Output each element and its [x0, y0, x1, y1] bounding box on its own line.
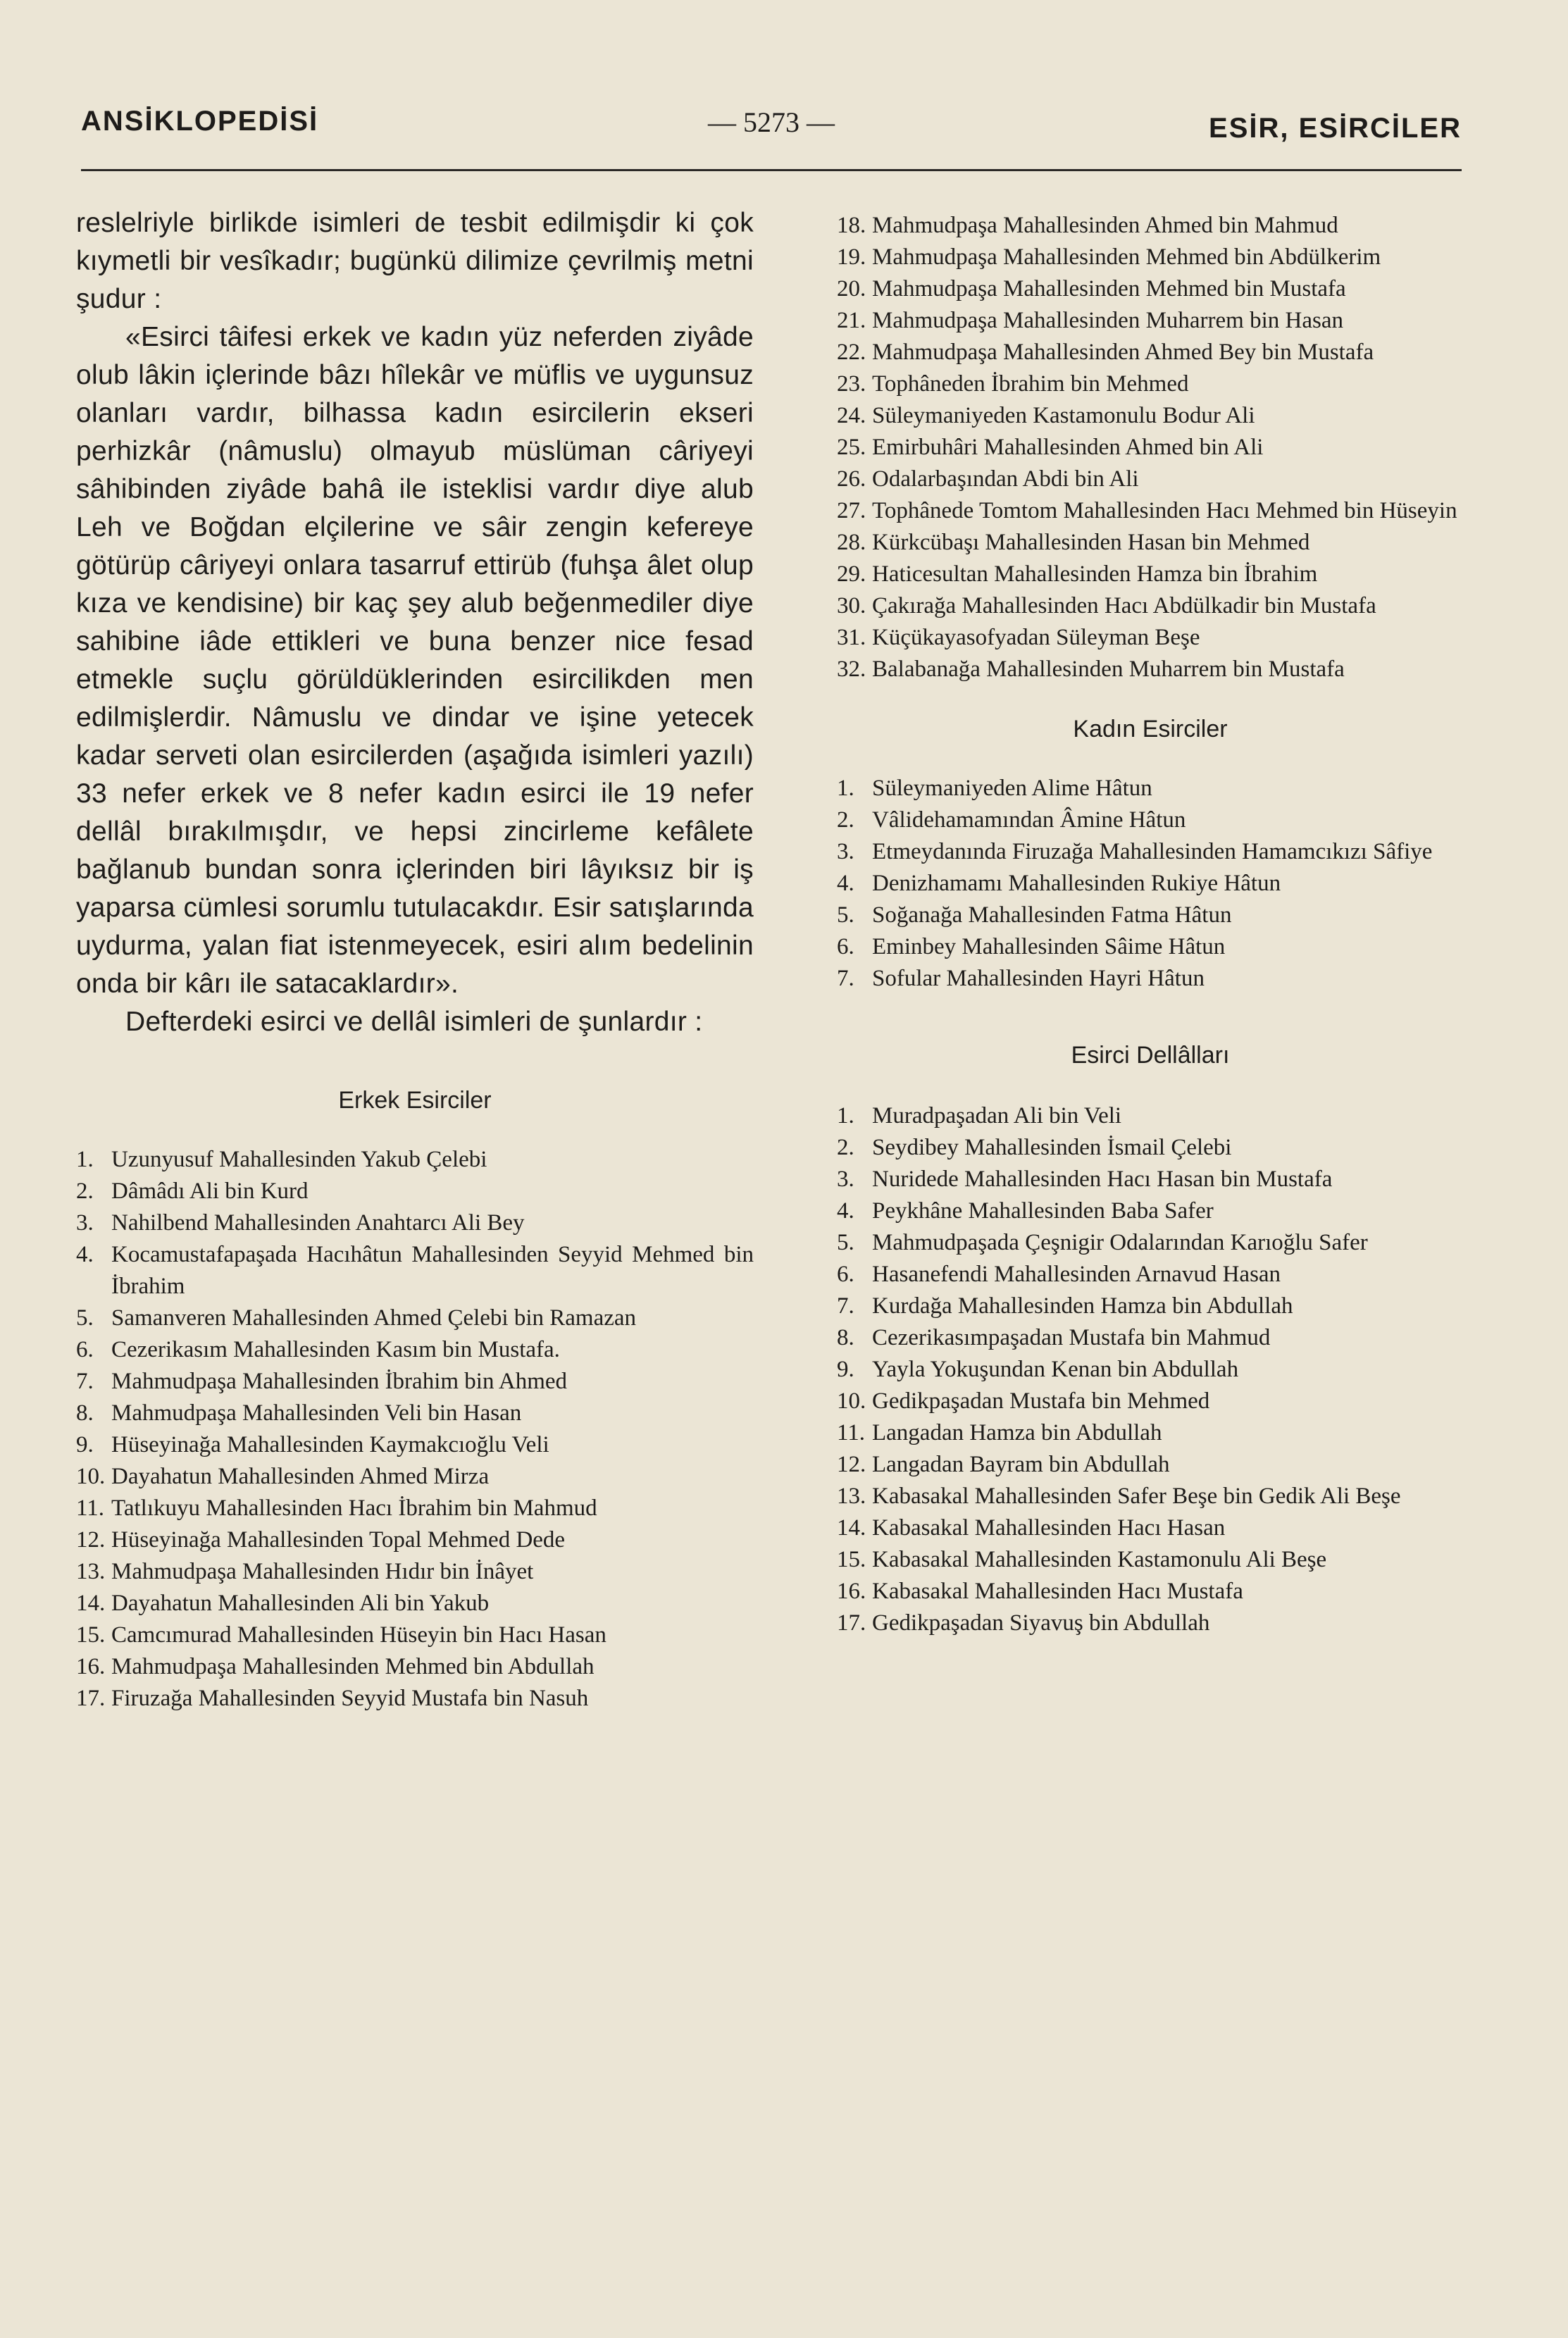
list-item-text: Soğanağa Mahallesinden Fatma Hâtun: [872, 902, 1232, 928]
list-item-text: Kabasakal Mahallesinden Hacı Hasan: [872, 1515, 1226, 1541]
section-title-kadin: Kadın Esirciler: [1073, 716, 1228, 742]
list-item-text: Haticesultan Mahallesinden Hamza bin İbrahim: [872, 561, 1318, 587]
list-item-number: 24.: [837, 403, 866, 428]
list-item-text: Dayahatun Mahallesinden Ahmed Mirza: [111, 1464, 490, 1489]
list-item-number: 16.: [837, 1579, 866, 1604]
list-item: [76, 1302, 754, 1334]
list-item: [837, 1449, 1464, 1481]
list-item: [837, 773, 1464, 804]
list-item-text: Kürkcübaşı Mahallesinden Hasan bin Mehmed: [872, 530, 1310, 555]
list-item: [837, 305, 1464, 337]
list-item-number: 1.: [76, 1147, 94, 1172]
erkek-list-right: [837, 210, 1464, 685]
list-item-number: 8.: [837, 1325, 854, 1350]
list-item-number: 7.: [837, 966, 854, 991]
list-item: [76, 1588, 754, 1619]
list-item-text: Balabanağa Mahallesinden Muharrem bin Mustafa: [872, 657, 1345, 682]
list-item: [76, 1493, 754, 1524]
list-item: [76, 1683, 754, 1715]
list-item: [837, 1544, 1464, 1576]
list-item-number: 6.: [837, 1262, 854, 1287]
list-item-text: Eminbey Mahallesinden Sâime Hâtun: [872, 934, 1226, 959]
list-item-text: Hasanefendi Mahallesinden Arnavud Hasan: [872, 1262, 1281, 1287]
list-item-number: 17.: [76, 1686, 106, 1711]
list-item-number: 12.: [837, 1452, 866, 1477]
list-item: [837, 273, 1464, 305]
list-item-text: Odalarbaşından Abdi bin Ali: [872, 466, 1139, 492]
list-item-number: 8.: [76, 1400, 94, 1426]
list-item-text: Cezerikasım Mahallesinden Kasım bin Mustafa.: [111, 1337, 560, 1362]
list-item: [837, 464, 1464, 495]
list-item-text: Denizhamamı Mahallesinden Rukiye Hâtun: [872, 871, 1281, 896]
list-item: [837, 1100, 1464, 1132]
page-number: — 5273 —: [708, 106, 835, 138]
list-item-number: 13.: [76, 1559, 106, 1584]
list-item: [837, 1291, 1464, 1322]
list-item: [837, 1481, 1464, 1512]
list-item-text: Mahmudpaşa Mahallesinden Veli bin Hasan: [111, 1400, 522, 1426]
list-item: [76, 1144, 754, 1176]
list-item-text: Mahmudpaşa Mahallesinden İbrahim bin Ahmed: [111, 1369, 568, 1394]
list-item: [76, 1524, 754, 1556]
list-item: [76, 1239, 754, 1302]
dellal-list: [837, 1100, 1464, 1639]
list-item-text: Sofular Mahallesinden Hayri Hâtun: [872, 966, 1205, 991]
list-item-text: Dayahatun Mahallesinden Ali bin Yakub: [111, 1591, 490, 1616]
intro-paragraph-3: Defterdeki esirci ve dellâl isimleri de şunlardır :: [125, 1007, 703, 1037]
list-item: [837, 242, 1464, 273]
list-item-text: Mahmudpaşa Mahallesinden Hıdır bin İnâyet: [111, 1559, 534, 1584]
list-item-number: 1.: [837, 776, 854, 801]
list-item-number: 14.: [76, 1591, 106, 1616]
list-item-text: Nahilbend Mahallesinden Anahtarcı Ali Bey: [111, 1210, 525, 1236]
left-column: [76, 204, 754, 1715]
list-item-text: Kurdağa Mahallesinden Hamza bin Abdullah: [872, 1293, 1293, 1319]
header-rule: [81, 169, 1462, 171]
list-item-number: 15.: [837, 1547, 866, 1572]
list-item: [837, 368, 1464, 400]
list-item: [837, 836, 1464, 868]
list-item: [837, 1354, 1464, 1386]
list-item-text: Yayla Yokuşundan Kenan bin Abdullah: [872, 1357, 1239, 1382]
list-item-text: Langadan Hamza bin Abdullah: [872, 1420, 1162, 1445]
list-item-number: 4.: [76, 1242, 94, 1267]
list-item: [76, 1176, 754, 1207]
list-item-text: Tophânede Tomtom Mahallesinden Hacı Mehmed bin Hüseyin: [872, 498, 1457, 523]
list-item-number: 22.: [837, 340, 866, 365]
list-item-number: 30.: [837, 593, 866, 618]
list-item-number: 16.: [76, 1654, 106, 1679]
list-item-number: 31.: [837, 625, 866, 650]
list-item: [837, 1164, 1464, 1195]
list-item-text: Hüseyinağa Mahallesinden Kaymakcıoğlu Veli: [111, 1432, 549, 1457]
list-item: [837, 590, 1464, 622]
list-item-number: 14.: [837, 1515, 866, 1541]
list-item-text: Samanveren Mahallesinden Ahmed Çelebi bin Ramazan: [111, 1305, 637, 1331]
section-title-dellal: Esirci Dellâlları: [1071, 1042, 1230, 1069]
list-item-number: 17.: [837, 1610, 866, 1636]
list-item-text: Mahmudpaşa Mahallesinden Muharrem bin Hasan: [872, 308, 1343, 333]
list-item-number: 3.: [837, 839, 854, 864]
intro-text: [76, 204, 754, 1041]
list-item: [837, 804, 1464, 836]
list-item-text: Uzunyusuf Mahallesinden Yakub Çelebi: [111, 1147, 487, 1172]
list-item: [837, 1132, 1464, 1164]
running-header: [81, 106, 1462, 162]
list-item: [837, 495, 1464, 527]
list-item-number: 6.: [837, 934, 854, 959]
list-item-number: 11.: [837, 1420, 866, 1445]
right-column: [837, 210, 1464, 1639]
list-item-text: Mahmudpaşa Mahallesinden Mehmed bin Mustafa: [872, 276, 1346, 301]
list-item-text: Süleymaniyeden Kastamonulu Bodur Ali: [872, 403, 1255, 428]
list-item-number: 5.: [837, 1230, 854, 1255]
list-item-number: 6.: [76, 1337, 94, 1362]
list-item: [76, 1651, 754, 1683]
list-item-number: 26.: [837, 466, 866, 492]
list-item-number: 3.: [76, 1210, 94, 1236]
list-item-text: Gedikpaşadan Mustafa bin Mehmed: [872, 1388, 1210, 1414]
list-item-text: Etmeydanında Firuzağa Mahallesinden Hamamcıkızı Sâfiye: [872, 839, 1433, 864]
section-title-erkek: Erkek Esirciler: [338, 1087, 492, 1114]
list-item-text: Camcımurad Mahallesinden Hüseyin bin Hacı Hasan: [111, 1622, 606, 1648]
list-item-text: Nuridede Mahallesinden Hacı Hasan bin Mustafa: [872, 1167, 1333, 1192]
list-item: [837, 1576, 1464, 1608]
list-item: [837, 931, 1464, 963]
intro-paragraph-2: «Esirci tâifesi erkek ve kadın yüz neferden ziyâde olub lâkin içlerinde bâzı hîlekâr ve müflis ve uygunsuz olanları vardır, bilhassa kadın esircilerin ekseri perhizkâr (nâmuslu) olmayub müslüman câriyeyi sâhibinden ziyâde bahâ ile isteklisi vardır diye alub Leh ve Boğdan elçilerine ve sâir zengin kefereye götürüp câriyeyi onlara tasarruf ettirüb (fuhşa âlet olup kıza ve kendisine) bir kaç şey alub beğenmediler diye sahibine iâde ettikleri ve buna benzer nice fesad etmekle suçlu görüldüklerinden esircilikden men edilmişlerdir. Nâmuslu ve dindar ve işine yetecek kadar serveti olan esircilerden (aşağıda isimleri yazılı) 33 nefer erkek ve 8 nefer kadın esirci ile 19 nefer dellâl bırakılmışdır, ve hepsi zincirleme kefâlete bağlanub bundan sonra içlerinden biri lâyıksız bir iş yaparsa cümlesi sorumlu tutulacakdır. Esir satışlarında uydurma, yalan fiat istenmeyecek, esiri alım bedelinin onda bir kârı ile satacaklardır».: [76, 322, 754, 999]
list-item-text: Cezerikasımpaşadan Mustafa bin Mahmud: [872, 1325, 1271, 1350]
list-item-number: 7.: [837, 1293, 854, 1319]
list-item-text: Gedikpaşadan Siyavuş bin Abdullah: [872, 1610, 1210, 1636]
list-item: [837, 1227, 1464, 1259]
list-item-text: Kabasakal Mahallesinden Kastamonulu Ali Beşe: [872, 1547, 1327, 1572]
list-item-number: 9.: [837, 1357, 854, 1382]
list-item: [76, 1461, 754, 1493]
list-item-number: 2.: [837, 807, 854, 833]
list-item: [837, 1512, 1464, 1544]
list-item-text: Küçükayasofyadan Süleyman Beşe: [872, 625, 1200, 650]
list-item: [76, 1398, 754, 1429]
list-item-number: 1.: [837, 1103, 854, 1128]
list-item: [837, 400, 1464, 432]
list-item: [76, 1619, 754, 1651]
list-item-number: 10.: [76, 1464, 106, 1489]
list-item-text: Mahmudpaşa Mahallesinden Mehmed bin Abdülkerim: [872, 244, 1381, 270]
list-item-text: Tophâneden İbrahim bin Mehmed: [872, 371, 1189, 397]
list-item-text: Firuzağa Mahallesinden Seyyid Mustafa bin Nasuh: [111, 1686, 589, 1711]
list-item-text: Peykhâne Mahallesinden Baba Safer: [872, 1198, 1214, 1224]
list-item-text: Langadan Bayram bin Abdullah: [872, 1452, 1170, 1477]
list-item-text: Kabasakal Mahallesinden Hacı Mustafa: [872, 1579, 1243, 1604]
list-item: [837, 559, 1464, 590]
list-item-text: Çakırağa Mahallesinden Hacı Abdülkadir bin Mustafa: [872, 593, 1376, 618]
list-item: [76, 1207, 754, 1239]
list-item-number: 32.: [837, 657, 866, 682]
list-item: [837, 1608, 1464, 1639]
list-item: [837, 527, 1464, 559]
list-item-text: Mahmudpaşa Mahallesinden Ahmed Bey bin Mustafa: [872, 340, 1374, 365]
list-item-number: 10.: [837, 1388, 866, 1414]
list-item-number: 11.: [76, 1496, 105, 1521]
list-item-number: 7.: [76, 1369, 94, 1394]
list-item-number: 4.: [837, 871, 854, 896]
list-item-number: 25.: [837, 435, 866, 460]
list-item-number: 28.: [837, 530, 866, 555]
list-item-number: 18.: [837, 213, 866, 238]
list-item-number: 20.: [837, 276, 866, 301]
list-item-number: 12.: [76, 1527, 106, 1553]
list-item-number: 4.: [837, 1198, 854, 1224]
list-item: [837, 900, 1464, 931]
list-item: [837, 432, 1464, 464]
list-item-number: 19.: [837, 244, 866, 270]
erkek-list-left: [76, 1144, 754, 1715]
list-item-text: Dâmâdı Ali bin Kurd: [111, 1179, 309, 1204]
list-item-number: 2.: [76, 1179, 94, 1204]
list-item: [837, 622, 1464, 654]
list-item-number: 5.: [837, 902, 854, 928]
intro-paragraph-1: reslelriyle birlikde isimleri de tesbit edilmişdir ki çok kıymetli bir vesîkadır; bugünkü dilimize çevrilmiş metni şudur :: [76, 208, 754, 314]
list-item: [76, 1334, 754, 1366]
list-item-text: Kabasakal Mahallesinden Safer Beşe bin Gedik Ali Beşe: [872, 1484, 1401, 1509]
list-item-number: 29.: [837, 561, 866, 587]
list-item-number: 27.: [837, 498, 866, 523]
list-item-text: Seydibey Mahallesinden İsmail Çelebi: [872, 1135, 1232, 1160]
list-item: [76, 1366, 754, 1398]
list-item-number: 21.: [837, 308, 866, 333]
list-item: [76, 1429, 754, 1461]
list-item-number: 23.: [837, 371, 866, 397]
list-item-text: Mahmudpaşada Çeşnigir Odalarından Karıoğlu Safer: [872, 1230, 1368, 1255]
list-item-text: Kocamustafapaşada Hacıhâtun Mahallesinden Seyyid Mehmed bin İbrahim: [111, 1242, 754, 1299]
list-item-number: 2.: [837, 1135, 854, 1160]
list-item: [837, 1386, 1464, 1417]
list-item: [837, 210, 1464, 242]
list-item-text: Hüseyinağa Mahallesinden Topal Mehmed Dede: [111, 1527, 566, 1553]
list-item-text: Tatlıkuyu Mahallesinden Hacı İbrahim bin Mahmud: [111, 1496, 597, 1521]
list-item-text: Mahmudpaşa Mahallesinden Mehmed bin Abdullah: [111, 1654, 595, 1679]
list-item-text: Vâlidehamamından Âmine Hâtun: [872, 807, 1186, 833]
list-item: [837, 963, 1464, 995]
list-item-text: Süleymaniyeden Alime Hâtun: [872, 776, 1152, 801]
list-item: [837, 868, 1464, 900]
list-item-number: 9.: [76, 1432, 94, 1457]
header-left-title: ANSİKLOPEDİSİ: [81, 106, 319, 137]
list-item-number: 13.: [837, 1484, 866, 1509]
list-item: [837, 654, 1464, 685]
list-item: [837, 1322, 1464, 1354]
list-item-number: 5.: [76, 1305, 94, 1331]
list-item-text: Mahmudpaşa Mahallesinden Ahmed bin Mahmud: [872, 213, 1338, 238]
list-item: [837, 1195, 1464, 1227]
kadin-list: [837, 773, 1464, 995]
list-item: [76, 1556, 754, 1588]
list-item-text: Emirbuhâri Mahallesinden Ahmed bin Ali: [872, 435, 1264, 460]
list-item: [837, 337, 1464, 368]
list-item: [837, 1417, 1464, 1449]
list-item-number: 3.: [837, 1167, 854, 1192]
header-right-title: ESİR, ESİRCİLER: [1209, 113, 1462, 144]
list-item-text: Muradpaşadan Ali bin Veli: [872, 1103, 1122, 1128]
list-item: [837, 1259, 1464, 1291]
list-item-number: 15.: [76, 1622, 106, 1648]
